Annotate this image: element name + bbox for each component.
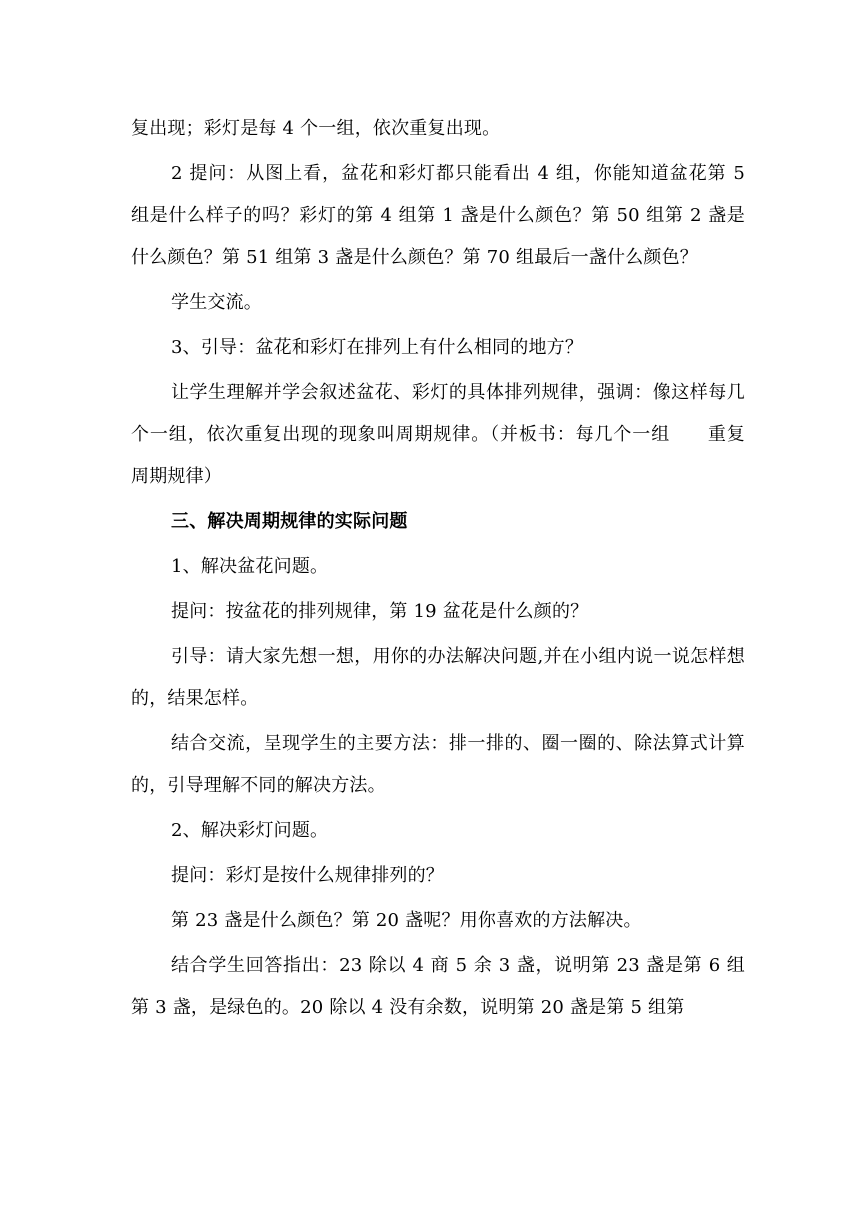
section-heading: 三、解决周期规律的实际问题: [171, 511, 408, 532]
paragraph-lamp-answer: 结合学生回答指出：23 除以 4 商 5 余 3 盏，说明第 23 盏是第 6 组第 3 盏，是绿色的。20 除以 4 没有余数，说明第 20 盏是第 5 组第: [131, 955, 745, 1018]
paragraph-flower-question: 提问：按盆花的排列规律，第 19 盆花是什么颜的？: [171, 601, 589, 622]
paragraph-periodic-rule: 让学生理解并学会叙述盆花、彩灯的具体排列规律，强调：像这样每几个一组，依次重复出现的现象叫周期规律。（并板书：每几个一组 重复 周期规律）: [131, 382, 782, 487]
document-page: [131, 108, 782, 1029]
paragraph-question-2: 2 提问：从图上看，盆花和彩灯都只能看出 4 组，你能知道盆花第 5 组是什么样子的吗？彩灯的第 4 组第 1 盏是什么颜色？第 50 组第 2 盏是什么颜色？第 51 组第 3 盏是什么颜色？第 70 组最后一盏什么颜色？: [131, 163, 751, 268]
paragraph-lamp-question: 提问：彩灯是按什么规律排列的？: [171, 865, 444, 886]
paragraph-flower-methods: 结合交流，呈现学生的主要方法：排一排的、圈一圈的、除法算式计算的，引导理解不同的解决方法。: [131, 733, 745, 796]
paragraph-guide-3: 3、引导：盆花和彩灯在排列上有什么相同的地方？: [171, 337, 584, 358]
paragraph-continued: 复出现；彩灯是每 4 个一组，依次重复出现。: [131, 118, 501, 139]
paragraph-flower-problem: 1、解决盆花问题。: [171, 556, 329, 577]
paragraph-lamp-colors: 第 23 盏是什么颜色？第 20 盏呢？用你喜欢的方法解决。: [171, 910, 642, 931]
paragraph-lamp-problem: 2、解决彩灯问题。: [171, 820, 329, 841]
paragraph-student-exchange: 学生交流。: [171, 292, 262, 313]
paragraph-flower-guide: 引导：请大家先想一想，用你的办法解决问题,并在小组内说一说怎样想的，结果怎样。: [131, 646, 745, 709]
